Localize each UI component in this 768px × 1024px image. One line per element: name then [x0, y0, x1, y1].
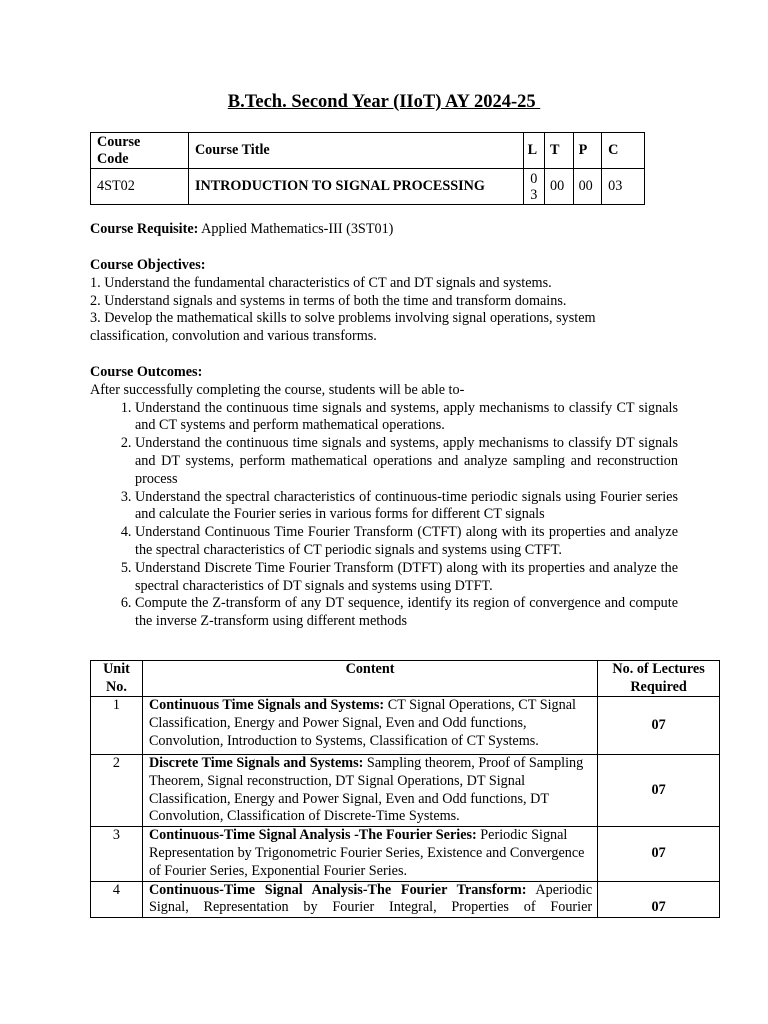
unit-number: 3 [91, 827, 143, 881]
unit-number: 4 [91, 881, 143, 918]
unit-topic: Discrete Time Signals and Systems: [148, 755, 364, 771]
lecture-count: 07 [598, 697, 720, 755]
t-cell: 00 [545, 169, 574, 205]
lecture-count: 07 [598, 755, 720, 827]
objective-item: 2. Understand signals and systems in terms of both the time and transform domains. [90, 292, 567, 309]
lecture-count: 07 [598, 881, 720, 918]
unit-text: Periodic Signal Representation by Trigonometric Fourier Series, Existence and Convergence of Fourier Series, Exponential Fourier Series. [148, 827, 585, 879]
unit-topic: Continuous Time Signals and Systems: [148, 697, 385, 713]
requisite-value: Applied Mathematics-III (3ST01) [198, 221, 394, 237]
outcome-item: 1. Understand the continuous time signals and systems, apply mechanisms to classify CT signals and CT systems and perform mathematical operations. [135, 400, 678, 436]
course-outcomes [90, 364, 678, 631]
outcomes-intro: After successfully completing the course, students will be able to- [90, 381, 465, 398]
unit-header-line1: Unit [103, 661, 130, 677]
lectures-header-line2: Required [630, 678, 687, 695]
lecture-count: 07 [598, 827, 720, 881]
requisite-label: Course Requisite: [90, 221, 199, 237]
syllabus-row [91, 881, 720, 918]
objective-item: 3. Develop the mathematical skills to solve problems involving signal operations, system classification, convolution and various transforms. [90, 310, 596, 345]
unit-text: Aperiodic Signal, Representation by Fourier Integral, Properties of Fourier [148, 881, 593, 916]
course-title-cell: INTRODUCTION TO SIGNAL PROCESSING [188, 169, 523, 205]
syllabus-header-row [91, 661, 720, 697]
lectures-header [598, 661, 720, 697]
course-title-header: Course Title [188, 133, 523, 169]
course-info-table [90, 132, 645, 205]
unit-number: 1 [91, 697, 143, 755]
outcomes-list [90, 400, 678, 631]
objectives-heading: Course Objectives: [90, 257, 206, 273]
outcome-item: 3. Understand the spectral characteristics of continuous-time periodic signals using Fourier series and calculate the Fourier series in various forms for different CT signals [135, 489, 678, 525]
unit-header-line2: No. [106, 678, 127, 695]
l-cell-line2: 3 [530, 186, 538, 203]
p-header: P [573, 133, 602, 169]
outcome-item: 4. Understand Continuous Time Fourier Transform (CTFT) along with its properties and analyze the spectral characteristics of CT periodic signals and systems using CTFT. [135, 524, 678, 560]
unit-topic: Continuous-Time Signal Analysis-The Fourier Transform: [148, 881, 527, 898]
unit-topic: Continuous-Time Signal Analysis -The Fourier Series: [148, 827, 477, 844]
l-cell-line1: 0 [530, 170, 538, 187]
objective-item: 1. Understand the fundamental characteristics of CT and DT signals and systems. [90, 274, 552, 291]
t-header: T [545, 133, 574, 169]
outcome-item: 2. Understand the continuous time signals and systems, apply mechanisms to classify DT signals and DT systems, perform mathematical operations and analyze sampling and reconstruction process [135, 435, 678, 488]
page-title: B.Tech. Second Year (IIoT) AY 2024-25 [227, 92, 541, 112]
course-code-header-line1: Course [97, 133, 141, 150]
l-header: L [523, 133, 544, 169]
unit-content [142, 881, 597, 918]
l-cell [523, 169, 544, 205]
course-objectives [90, 257, 650, 346]
c-header: C [602, 133, 645, 169]
syllabus-row [91, 697, 720, 755]
unit-text: Sampling theorem, Proof of Sampling Theorem, Signal reconstruction, DT Signal Operations, DT Signal Classification, Energy and Power Signal, Even and Odd functions, DT Convolution, Classification of Discrete-Time Systems. [148, 755, 584, 825]
course-table-header-row [91, 133, 645, 169]
syllabus-table [90, 660, 720, 918]
lectures-header-line1: No. of Lectures [612, 661, 705, 677]
unit-content [142, 755, 597, 827]
outcomes-heading: Course Outcomes: [90, 364, 203, 380]
course-code-cell: 4ST02 [91, 169, 189, 205]
course-code-header [91, 133, 189, 169]
unit-text: CT Signal Operations, CT Signal Classification, Energy and Power Signal, Even and Odd functions, Convolution, Introduction to Systems, Classification of CT Systems. [148, 697, 576, 749]
outcome-item: 6. Compute the Z-transform of any DT sequence, identify its region of convergence and compute the inverse Z-transform using different methods [135, 595, 678, 631]
unit-content [142, 827, 597, 881]
outcome-item: 5. Understand Discrete Time Fourier Transform (DTFT) along with its properties and analyze the spectral characteristics of DT signals and systems using DTFT. [135, 560, 678, 596]
syllabus-row [91, 755, 720, 827]
course-requisite [90, 221, 678, 239]
syllabus-row [91, 827, 720, 881]
course-table-row [91, 169, 645, 205]
c-cell: 03 [602, 169, 645, 205]
course-code-header-line2: Code [97, 150, 129, 167]
unit-number: 2 [91, 755, 143, 827]
unit-content [142, 697, 597, 755]
p-cell: 00 [573, 169, 602, 205]
content-header: Content [142, 661, 597, 697]
unit-no-header [91, 661, 143, 697]
